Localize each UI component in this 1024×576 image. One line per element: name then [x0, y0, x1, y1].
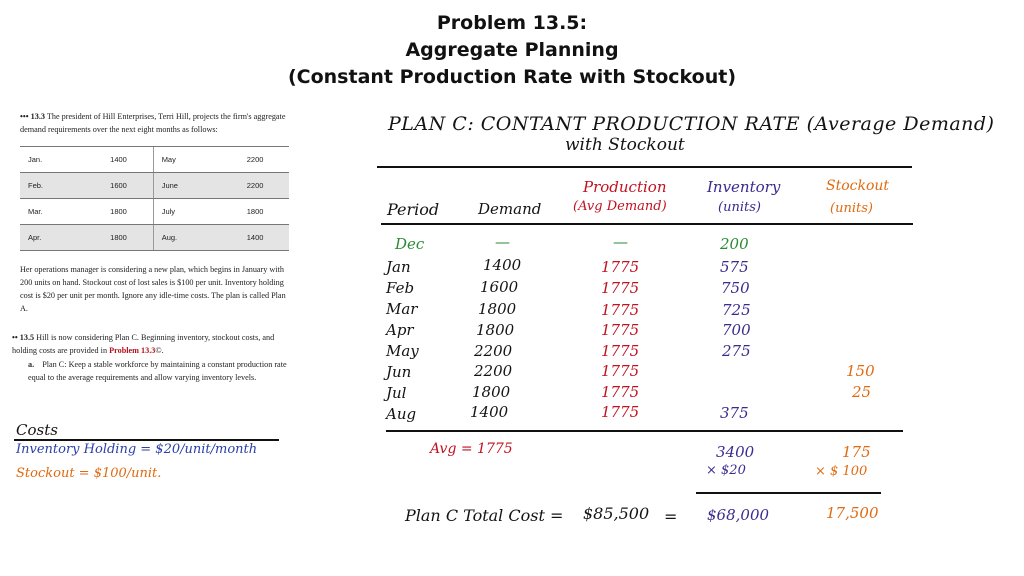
- row-dec-production: —: [613, 233, 628, 251]
- table-cell: Mar.: [20, 199, 84, 225]
- row-jul-production: 1775: [601, 383, 640, 401]
- inventory-total: 3400: [716, 443, 755, 461]
- table-cell: June: [153, 173, 221, 199]
- table-cell: Jan.: [20, 147, 84, 173]
- plan-c-item: [28, 358, 290, 384]
- table-cell: July: [153, 199, 221, 225]
- row-feb-inventory: 750: [721, 279, 750, 297]
- title-line-3: (Constant Production Rate with Stockout): [287, 66, 737, 88]
- table-cell: 1800: [221, 199, 289, 225]
- problem-13-5-number: 13.5: [19, 333, 35, 342]
- row-dec-inventory: 200: [720, 235, 749, 253]
- row-jul-demand: 1800: [472, 383, 511, 401]
- inventory-cost: $68,000: [707, 506, 770, 524]
- row-feb-period: Feb: [386, 279, 415, 297]
- row-jul-period: Jul: [386, 384, 407, 402]
- row-jan-period: Jan: [386, 258, 411, 276]
- plan-c-subtitle: with Stockout: [565, 135, 685, 155]
- table-row: [20, 225, 289, 251]
- table-cell: 1800: [84, 199, 153, 225]
- row-jan-production: 1775: [601, 258, 640, 276]
- equals-sign: =: [664, 507, 678, 526]
- stockout-cost-note: Stockout = $100/unit.: [16, 466, 162, 481]
- col-inventory-sub: (units): [718, 200, 761, 215]
- stockout-cost: 17,500: [826, 504, 879, 522]
- total-cost-label: Plan C Total Cost =: [405, 506, 564, 525]
- inventory-rate: × $20: [706, 463, 746, 478]
- table-cell: 1400: [84, 147, 153, 173]
- demand-table: [20, 146, 289, 251]
- plan-c-item-label: a.: [28, 360, 35, 369]
- row-apr-period: Apr: [386, 321, 414, 339]
- problem-13-5-body: Hill is now considering Plan C. Beginning inventory, stockout costs, and holding costs are provided in: [12, 333, 275, 355]
- table-row: [20, 147, 289, 173]
- table-cell: Apr.: [20, 225, 84, 251]
- col-period: Period: [387, 200, 440, 219]
- problem-13-5-link-suffix: ©.: [155, 346, 164, 355]
- header-top-rule: [377, 166, 912, 168]
- col-stockout-sub: (units): [830, 201, 873, 216]
- problem-13-3-number: 13.3: [30, 112, 45, 121]
- stockout-rate: × $ 100: [815, 464, 868, 479]
- costs-underline: [14, 439, 279, 441]
- row-jan-demand: 1400: [483, 256, 522, 274]
- costs-heading: Costs: [16, 421, 58, 439]
- row-dec-period: Dec: [395, 235, 425, 253]
- table-cell: Feb.: [20, 173, 84, 199]
- table-cell: May: [153, 147, 221, 173]
- col-stockout: Stockout: [826, 178, 890, 194]
- row-jul-stockout: 25: [852, 383, 872, 401]
- cost-rule: [696, 492, 881, 494]
- row-aug-production: 1775: [601, 403, 640, 421]
- row-mar-inventory: 725: [722, 301, 751, 319]
- col-production: Production: [583, 178, 667, 196]
- table-cell: 1600: [84, 173, 153, 199]
- row-aug-period: Aug: [386, 405, 417, 423]
- header-bottom-rule: [381, 223, 913, 225]
- row-apr-inventory: 700: [722, 321, 751, 339]
- row-feb-production: 1775: [601, 279, 640, 297]
- problem-13-3-link[interactable]: Problem 13.3: [109, 346, 156, 355]
- row-jun-period: Jun: [386, 363, 412, 381]
- row-aug-demand: 1400: [470, 403, 509, 421]
- problem-13-3-bullets: •••: [20, 112, 29, 121]
- plan-c-title: PLAN C: CONTANT PRODUCTION RATE (Average Demand): [388, 113, 995, 135]
- row-apr-production: 1775: [601, 321, 640, 339]
- problem-13-3-text: The president of Hill Enterprises, Terri Hill, projects the firm's aggregate demand requirements over the next eight months as follows:: [20, 112, 286, 134]
- row-may-period: May: [386, 342, 419, 360]
- title-line-1: Problem 13.5:: [436, 12, 588, 34]
- plan-c-item-text: Plan C: Keep a stable workforce by maintaining a constant production rate equal to the average requirements and allow varying inventory levels.: [28, 360, 287, 382]
- stockout-total: 175: [842, 443, 871, 461]
- average-production: Avg = 1775: [430, 441, 513, 457]
- title-line-2: Aggregate Planning: [405, 39, 619, 61]
- holding-cost-note: Inventory Holding = $20/unit/month: [16, 442, 258, 457]
- row-jan-inventory: 575: [720, 258, 749, 276]
- total-cost-value: $85,500: [583, 504, 650, 523]
- table-row: [20, 173, 289, 199]
- table-cell: 2200: [221, 147, 289, 173]
- row-jun-production: 1775: [601, 362, 640, 380]
- row-apr-demand: 1800: [476, 321, 515, 339]
- row-may-demand: 2200: [474, 342, 513, 360]
- table-cell: 1400: [221, 225, 289, 251]
- row-mar-demand: 1800: [478, 300, 517, 318]
- problem-13-3-intro: [20, 110, 290, 136]
- row-may-production: 1775: [601, 342, 640, 360]
- problem-13-5-bullets: ••: [12, 333, 18, 342]
- table-cell: Aug.: [153, 225, 221, 251]
- problem-13-3-paragraph: Her operations manager is considering a new plan, which begins in January with 200 units on hand. Stockout cost of lost sales is $100 per unit. Inventory holding cost is $20 per unit per month. Ignore any idle-time costs. The plan is called Plan A.: [20, 265, 286, 313]
- row-mar-period: Mar: [386, 300, 418, 318]
- row-dec-demand: —: [495, 233, 510, 251]
- table-row: [20, 199, 289, 225]
- col-production-sub: (Avg Demand): [573, 199, 667, 214]
- row-aug-inventory: 375: [720, 404, 749, 422]
- row-jun-demand: 2200: [474, 362, 513, 380]
- row-may-inventory: 275: [722, 342, 751, 360]
- totals-rule: [386, 430, 903, 432]
- table-cell: 2200: [221, 173, 289, 199]
- table-cell: 1800: [84, 225, 153, 251]
- problem-13-5-text: [12, 331, 292, 357]
- row-mar-production: 1775: [601, 301, 640, 319]
- col-demand: Demand: [478, 200, 542, 218]
- row-jun-stockout: 150: [846, 362, 875, 380]
- row-feb-demand: 1600: [480, 278, 519, 296]
- col-inventory: Inventory: [707, 178, 781, 196]
